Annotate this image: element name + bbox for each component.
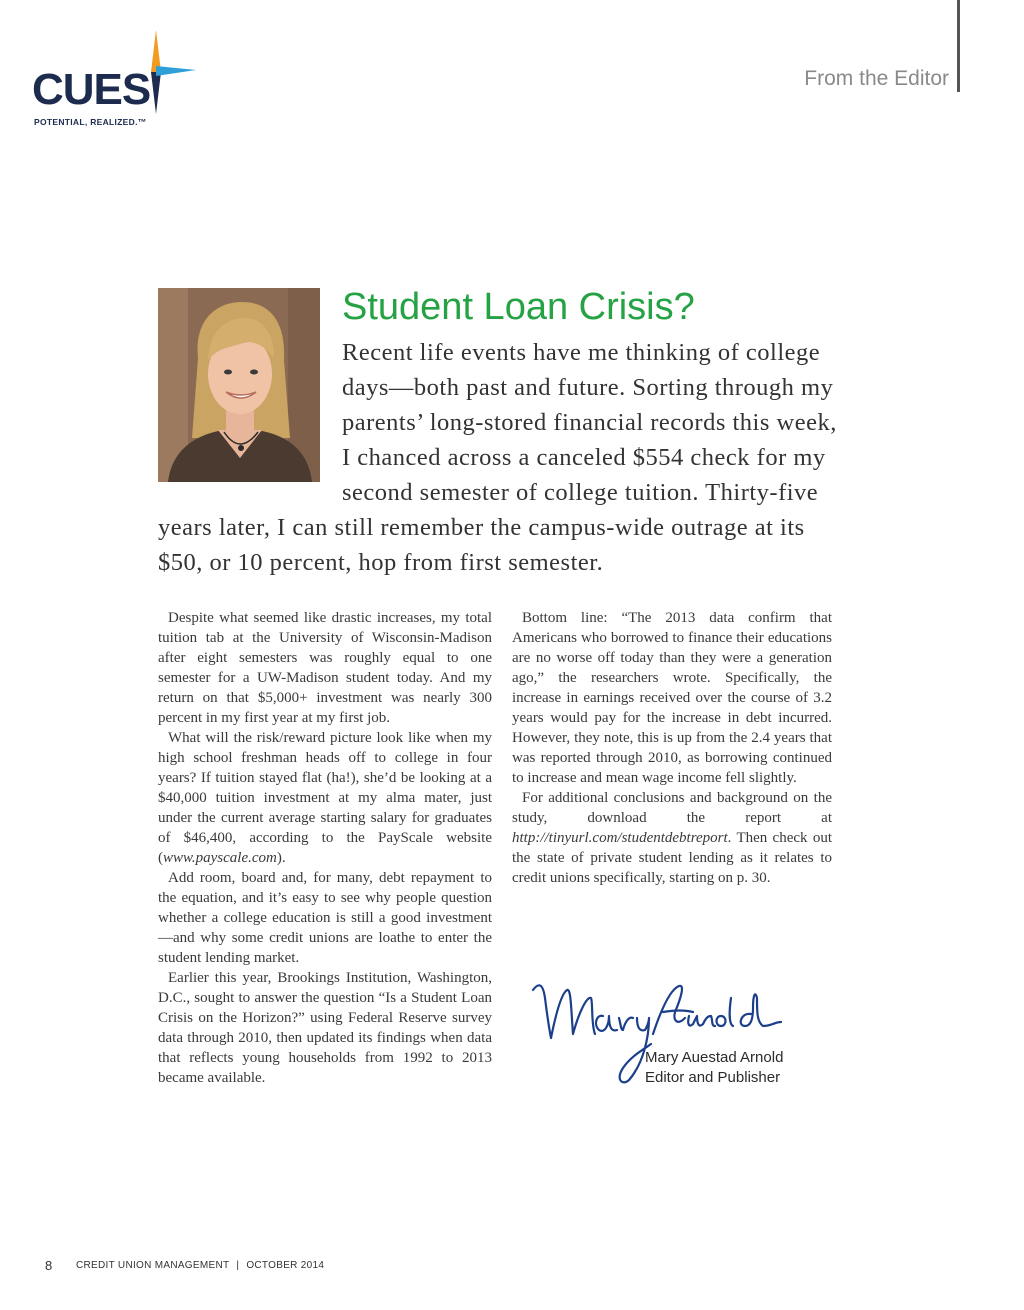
intro-line: years later, I can still remember the campus-wide outrage at its xyxy=(158,514,805,541)
body-column-left xyxy=(158,608,492,1088)
body-paragraph: Bottom line: “The 2013 data confirm that Americans who borrowed to finance their educations are no worse off today than they were a generation ago,” the researchers wrote. Specifically, the increase in earnings received over the course of 3.2 years would pay for the increase in debt incurred. However, they note, this is up from the 2.4 years that was reported through 2010, as borrowing continued to increase and mean wage income fell slightly. xyxy=(512,610,832,786)
publication-name: CREDIT UNION MANAGEMENT xyxy=(76,1260,230,1271)
footer-separator: | xyxy=(236,1260,240,1271)
intro-line: second semester of college tuition. Thirty-five xyxy=(342,479,819,506)
intro-line: days—both past and future. Sorting through my xyxy=(342,374,834,401)
intro-line: Recent life events have me thinking of college xyxy=(342,339,821,366)
body-paragraph: Despite what seemed like drastic increases, my total tuition tab at the University of Wisconsin-Madison after eight semesters was roughly equal to one semester for a UW-Madison student today. And my return on that $5,000+ investment was nearly 300 percent in my first year at my first job. xyxy=(158,610,492,726)
body-paragraph: Earlier this year, Brookings Institution, Washington, D.C., sought to answer the question “Is a Student Loan Crisis on the Horizon?” using Federal Reserve survey data through 2010, then updated its findings when data that reflects young households from 1992 to 2013 became available. xyxy=(158,970,492,1086)
logo-tagline: POTENTIAL, REALIZED.™ xyxy=(34,117,147,127)
editor-name: Mary Auestad Arnold xyxy=(645,1049,784,1066)
section-divider xyxy=(957,0,960,92)
body-paragraph: What will the risk/reward picture look like when my high school freshman heads off to college in four years? If tuition stayed flat (ha!), she’d be looking at a $40,000 tuition investment at my alma mater, just under the current average starting salary for graduates of $46,400, according to the PayScale website (www.payscale.com). xyxy=(158,730,492,866)
body-paragraph: For additional conclusions and background on the study, download the report at http://tinyurl.com/studentdebtreport. Then check out the state of private student lending as it relates to credit unions specifically, starting on p. 30. xyxy=(512,790,832,886)
section-title: From the Editor xyxy=(804,67,949,90)
report-link[interactable]: http://tinyurl.com/studentdebtreport xyxy=(512,830,728,846)
intro-line: $50, or 10 percent, hop from first semester. xyxy=(158,549,604,576)
issue-date: OCTOBER 2014 xyxy=(246,1260,325,1271)
intro-line: parents’ long-stored financial records this week, xyxy=(342,409,837,436)
body-paragraph: Add room, board and, for many, debt repayment to the equation, and it’s easy to see why people question whether a college education is still a good investment—and why some credit unions are loathe to enter the student lending market. xyxy=(158,870,492,966)
payscale-link[interactable]: www.payscale.com xyxy=(163,850,277,866)
body-column-right xyxy=(512,608,832,888)
author-photo xyxy=(158,288,320,482)
article-headline: Student Loan Crisis? xyxy=(342,286,695,328)
footer-publication-line xyxy=(76,1260,324,1271)
logo-wordmark: CUES xyxy=(32,65,151,114)
page-number: 8 xyxy=(45,1258,53,1273)
intro-line: I chanced across a canceled $554 check for my xyxy=(342,444,826,471)
editor-title: Editor and Publisher xyxy=(645,1069,781,1086)
